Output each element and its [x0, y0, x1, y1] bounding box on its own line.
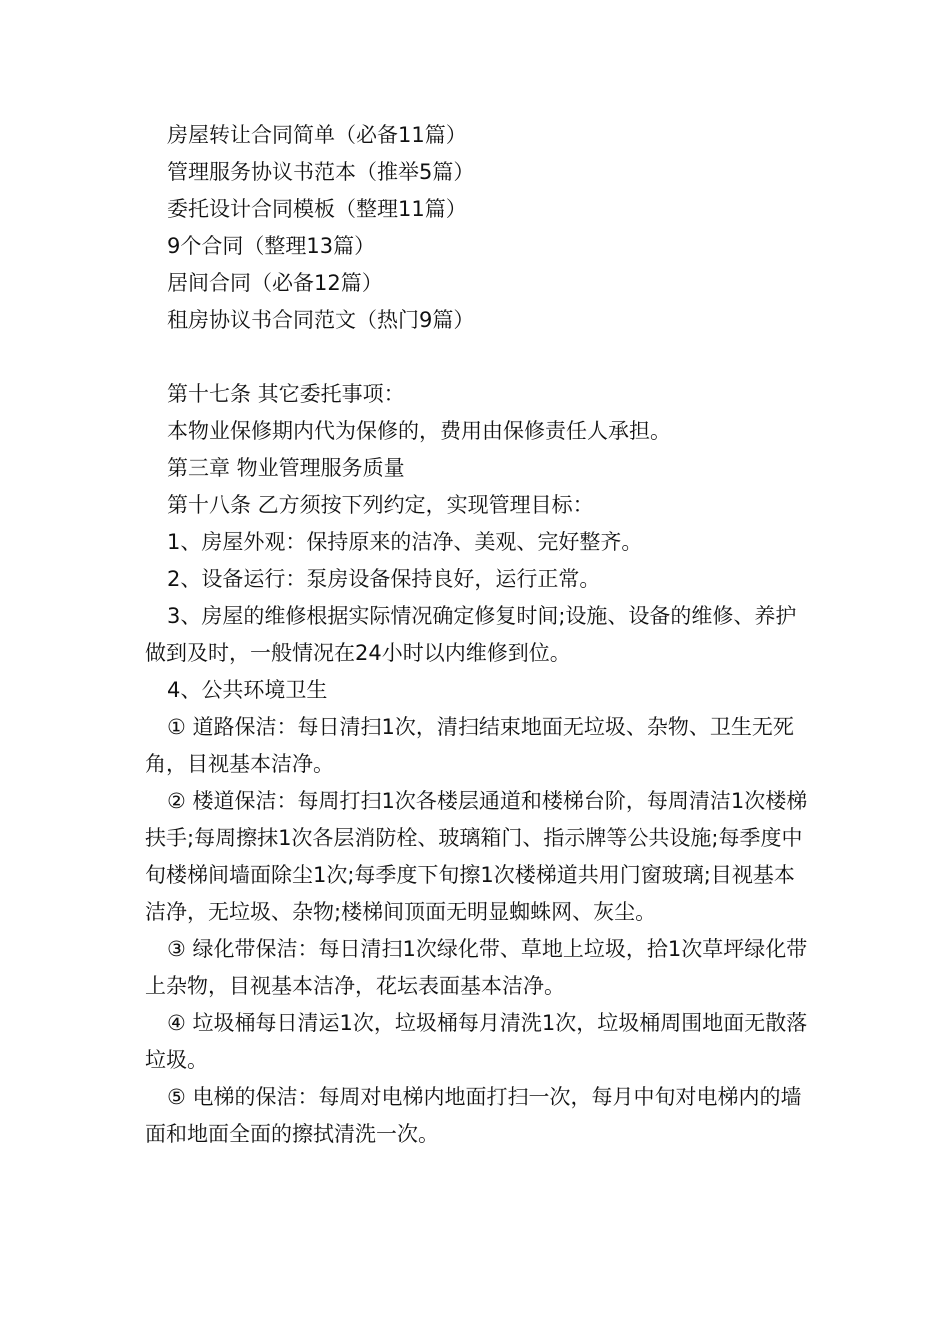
related-link[interactable]: 管理服务协议书范本（推举5篇）: [167, 160, 475, 184]
document-body: [145, 376, 810, 1153]
related-link[interactable]: 房屋转让合同简单（必备11篇）: [167, 123, 467, 147]
document-page: [145, 117, 810, 1153]
sub-item-1: ① 道路保洁：每日清扫1次，清扫结束地面无垃圾、杂物、卫生无死角，目视基本洁净。: [145, 715, 794, 776]
related-link[interactable]: 居间合同（必备12篇）: [167, 271, 383, 295]
chapter-3-title: 第三章 物业管理服务质量: [167, 456, 405, 480]
related-links-list: [145, 117, 810, 339]
article-18-title: 第十八条 乙方须按下列约定，实现管理目标：: [167, 493, 594, 517]
related-link[interactable]: 委托设计合同模板（整理11篇）: [167, 197, 467, 221]
item-4: 4、公共环境卫生: [167, 678, 328, 702]
article-17-title: 第十七条 其它委托事项：: [167, 382, 405, 406]
sub-item-5: ⑤ 电梯的保洁：每周对电梯内地面打扫一次，每月中旬对电梯内的墙面和地面全面的擦拭清洗一次。: [145, 1085, 802, 1146]
article-17-text: 本物业保修期内代为保修的，费用由保修责任人承担。: [167, 419, 671, 443]
spacer: [145, 339, 810, 376]
item-1: 1、房屋外观：保持原来的洁净、美观、完好整齐。: [167, 530, 643, 554]
sub-item-3: ③ 绿化带保洁：每日清扫1次绿化带、草地上垃圾，拾1次草坪绿化带上杂物，目视基本洁净，花坛表面基本洁净。: [145, 937, 808, 998]
related-link[interactable]: 租房协议书合同范文（热门9篇）: [167, 308, 475, 332]
sub-item-4: ④ 垃圾桶每日清运1次，垃圾桶每月清洗1次，垃圾桶周围地面无散落垃圾。: [145, 1011, 808, 1072]
related-link[interactable]: 9个合同（整理13篇）: [167, 234, 376, 258]
item-2: 2、设备运行：泵房设备保持良好，运行正常。: [167, 567, 601, 591]
sub-item-2: ② 楼道保洁：每周打扫1次各楼层通道和楼梯台阶，每周清洁1次楼梯扶手;每周擦抹1次各层消防栓、玻璃箱门、指示牌等公共设施;每季度中旬楼梯间墙面除尘1次;每季度下旬擦1次楼梯道共用门窗玻璃;目视基本洁净，无垃圾、杂物;楼梯间顶面无明显蜘蛛网、灰尘。: [145, 789, 808, 924]
item-3: 3、房屋的维修根据实际情况确定修复时间;设施、设备的维修、养护做到及时，一般情况在24小时以内维修到位。: [145, 604, 797, 665]
